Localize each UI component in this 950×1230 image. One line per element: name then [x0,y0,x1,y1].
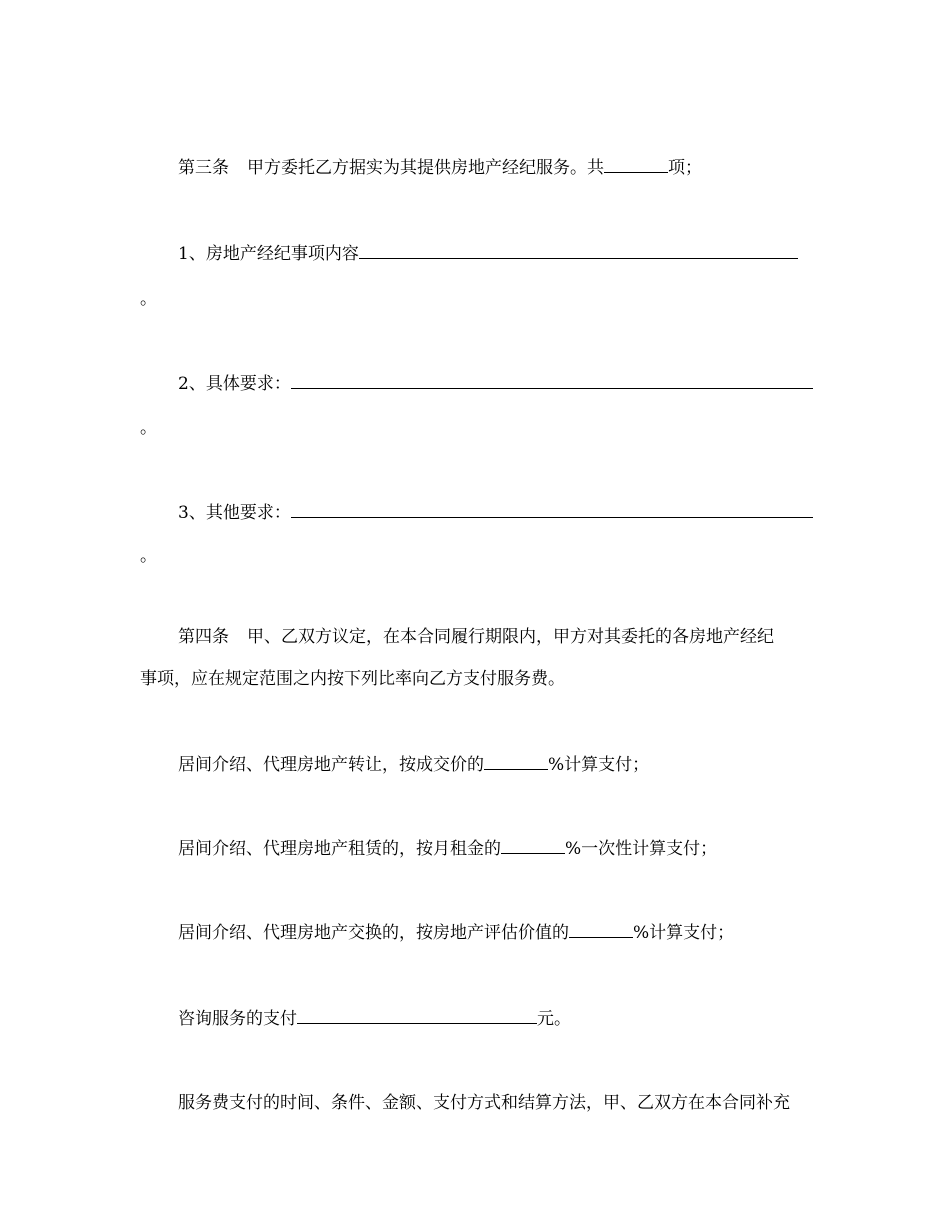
item-1-line [178,241,798,266]
item-3-label: 3、其他要求： [178,503,291,523]
fee-exchange-prefix: 居间介绍、代理房地产交换的，按房地产评估价值的 [178,923,569,943]
item-2-blank[interactable] [291,371,813,389]
article-3-suffix: 项； [668,158,702,178]
fee-lease-suffix: %一次性计算支付； [565,839,718,859]
item-3-blank[interactable] [291,500,813,518]
article-3-count-blank[interactable] [604,155,668,173]
fee-exchange-suffix: %计算支付； [633,923,735,943]
article-3-text: 甲方委托乙方据实为其提供房地产经纪服务。共 [247,158,604,178]
article-4-line-1 [178,625,774,649]
fee-consult-line [178,1006,571,1031]
article-4-label: 第四条 [178,627,229,647]
item-1-blank[interactable] [359,241,798,259]
fee-lease-blank[interactable] [501,836,565,854]
article-3-line [178,155,702,180]
fee-exchange-line [178,920,734,945]
item-3-end: 。 [140,546,157,566]
fee-transfer-suffix: %计算支付； [548,755,650,775]
closing-line-1: 服务费支付的时间、条件、金额、支付方式和结算方法，甲、乙双方在本合同补充 [178,1093,790,1113]
item-2-label: 2、具体要求： [178,374,291,394]
article-4-line-2: 事项，应在规定范围之内按下列比率向乙方支付服务费。 [140,669,565,689]
item-2-end: 。 [140,418,157,438]
item-1-label: 1、房地产经纪事项内容 [178,244,359,264]
fee-consult-blank[interactable] [297,1006,537,1024]
fee-consult-suffix: 元。 [537,1009,571,1029]
item-3-line [178,500,813,525]
fee-transfer-blank[interactable] [484,752,548,770]
fee-transfer-prefix: 居间介绍、代理房地产转让，按成交价的 [178,755,484,775]
fee-transfer-line [178,752,649,777]
fee-exchange-blank[interactable] [569,920,633,938]
fee-lease-prefix: 居间介绍、代理房地产租赁的，按月租金的 [178,839,501,859]
article-4-text-1: 甲、乙双方议定，在本合同履行期限内，甲方对其委托的各房地产经纪 [247,627,774,647]
article-3-label: 第三条 [178,158,229,178]
fee-lease-line [178,836,717,861]
fee-consult-prefix: 咨询服务的支付 [178,1009,297,1029]
item-2-line [178,371,813,396]
item-1-end: 。 [140,289,157,309]
